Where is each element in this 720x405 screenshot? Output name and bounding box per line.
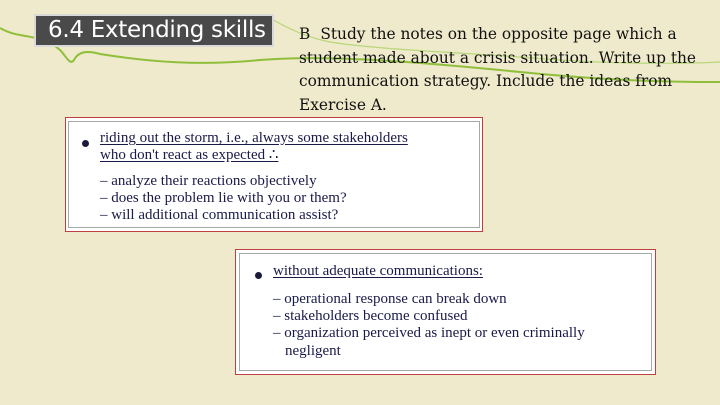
note-heading-line-1: riding out the storm, i.e., always some stakeholders (100, 130, 408, 146)
instruction-letter: B (299, 25, 311, 43)
slide-title-box (34, 14, 274, 47)
note-item: – operational response can break down (273, 291, 507, 307)
note-item: – stakeholders become confused (273, 308, 468, 324)
instruction-text-block (299, 23, 714, 117)
note-item-continuation: negligent (285, 343, 341, 359)
note-card-riding-out-storm (65, 117, 483, 232)
note-item: – organization perceived as inept or even criminally (273, 325, 585, 341)
note-item: – will additional communication assist? (100, 207, 339, 223)
instruction-text: Study the notes on the opposite page which a student made about a crisis situation. Write up the communication strategy. Include the ideas from Exercise A. (299, 25, 697, 114)
bullet-icon (82, 140, 89, 147)
slide-title: 6.4 Extending skills (48, 17, 266, 43)
bullet-icon (255, 272, 262, 279)
note-heading: without adequate communications: (273, 263, 483, 279)
note-heading-line-2: who don't react as expected ∴ (100, 147, 279, 163)
note-card-inadequate-communications (235, 249, 656, 375)
note-item: – analyze their reactions objectively (100, 173, 317, 189)
note-item: – does the problem lie with you or them? (100, 190, 347, 206)
